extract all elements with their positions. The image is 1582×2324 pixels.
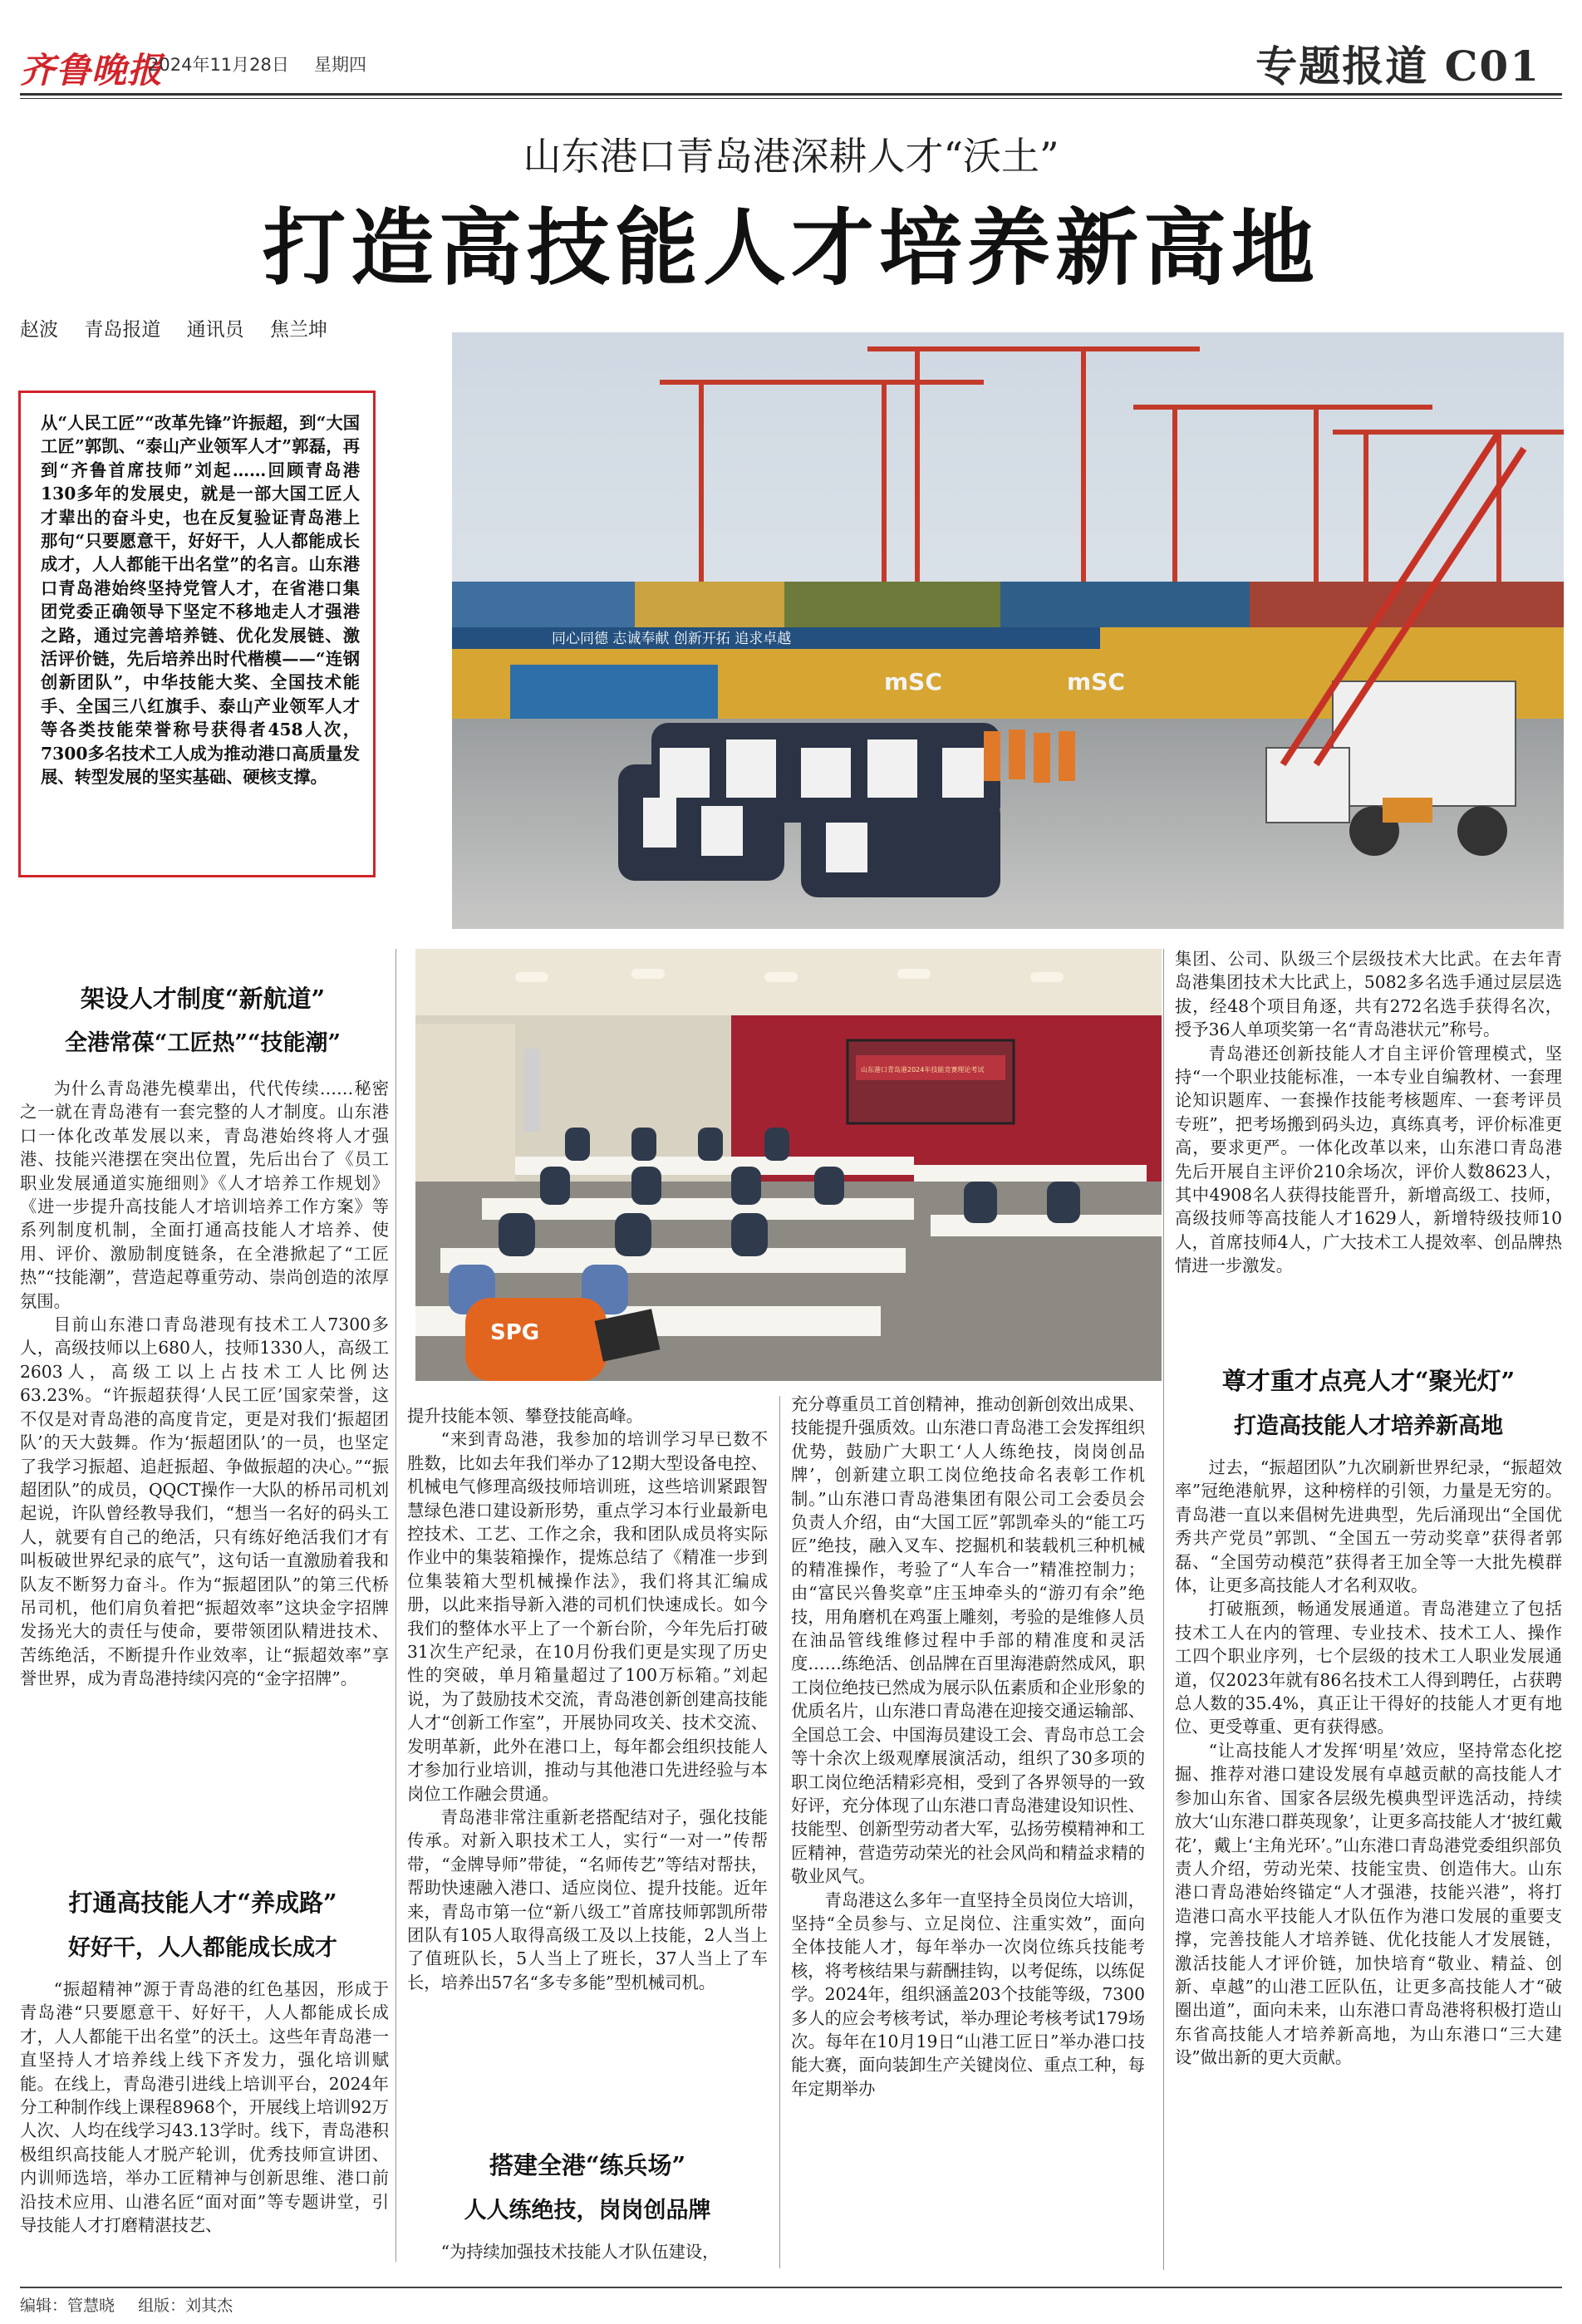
exam-hall-photo (415, 949, 1162, 1381)
editor-credit: 编辑：管慧晓 (20, 2297, 115, 2315)
port-event-photo (452, 332, 1564, 929)
section4-body (1175, 1456, 1562, 2268)
paragraph: “来到青岛港，我参加的培训学习早已数不胜数，比如去年我们举办了12期大型设备电控、机械电气修理高级技师培训班，这些培训紧跟智慧绿色港口建设新形势，重点学习本行业最新电控技术、工艺、工作之余，我和团队成员将实际作业中的集装箱操作，提炼总结了《精准一步到位集装箱大型机械操作法》，我们将其汇编成册，以此来指导新入港的司机们快速成长。如今我们的整体水平上了一个新台阶，今年先后打破31次生产纪录，在10月份我们更是实现了历史性的突破，单月箱量超过了100万标箱。”刘起说，为了鼓励技术交流，青岛港创新创建高技能人才“创新工作室”，开展协同攻关、技术交流、发明革新，此外在港口上，每年都会组织技能人才参加行业培训，推动与其他港口先进经验与本岗位工作融会贯通。 (407, 1429, 768, 1804)
masthead-rule (20, 93, 1562, 96)
byline-role: 通讯员 (186, 319, 244, 341)
byline (20, 314, 342, 341)
paragraph: 提升技能本领、攀登技能高峰。 (407, 1406, 643, 1426)
issue-weekday: 星期四 (314, 55, 366, 75)
svg-text:mSC: mSC (1067, 668, 1125, 695)
column-rule (779, 1396, 780, 2268)
section-label (1255, 33, 1540, 93)
section3-body-col2 (407, 2240, 768, 2267)
section3-subtitle: 人人练绝技，岗岗创品牌 (464, 2198, 711, 2223)
section-name: 专题报道 (1255, 42, 1429, 91)
column-rule (1163, 949, 1164, 2270)
paragraph: 目前山东港口青岛港现有技术工人7300多人，高级技师以上680人，技师1330人，高级工2603人，高级工以上占技术工人比例达63.23%。“许振超获得‘人民工匠’国家荣誉，这不仅是对青岛港的高度肯定，更是对我们‘振超团队’的天大鼓舞。作为‘振超团队’的一员，也坚定了我学习振超、追赶振超、争做振超的决心。”“振超团队”的成员，QQCT操作一大队的桥吊司机刘起说，许队曾经教导我们，“想当一名好的码头工人，就要有自己的绝活，只有练好绝活我们才有叫板破世界纪录的底气”，这句话一直激励着我和队友不断努力奋斗。作为“振超团队”的第三代桥吊司机，他们肩负着把“振超效率”这块金字招牌发扬光大的责任与使命，要带领团队精进技术、苦练绝活，不断提升作业效率，让“振超效率”享誉世界，成为青岛港持续闪亮的“金字招牌”。 (20, 1314, 389, 1689)
footer-rule (20, 2287, 1562, 2288)
screen-text: 山东港口青岛港2024年技能竞赛理论考试 (861, 1066, 985, 1074)
paragraph: 集团、公司、队级三个层级技术大比武。在去年青岛港集团技术大比武上，5082多名选手通过层层选拔，经48个项目角逐，共有272名选手获得名次，授予36人单项奖第一名“青岛港状元”称号。 (1175, 949, 1562, 1040)
paragraph: 青岛港非常注重新老搭配结对子，强化技能传承。对新入职技术工人，实行“一对一”传帮带，“金牌导师”带徒，“名师传艺”等结对帮扶，帮助快速融入港口、适应岗位、提升技能。近年来，青岛市第一位“新八级工”首席技师郭凯所带团队有105人取得高级工及以上技能，2人当上了值班队长，5人当上了班长，37人当上了车长，培养出57名“多专多能”型机械司机。 (407, 1806, 768, 1992)
container-logo: mSC (884, 668, 942, 695)
page-number: C01 (1444, 42, 1540, 91)
page-title: 打造高技能人才培养新高地 (263, 199, 1319, 297)
vest-logo: SPG (490, 1320, 540, 1345)
section3-body-col3 (791, 1393, 1145, 2270)
masthead-rule-thin (20, 98, 1562, 99)
section3-title: 搭建全港“练兵场” (489, 2151, 686, 2179)
section4-title: 尊才重才点亮人才“聚光灯” (1221, 1367, 1516, 1395)
paragraph: “为持续加强技术技能人才队伍建设， (440, 2242, 720, 2262)
byline-place: 青岛报道 (84, 319, 161, 341)
newspaper-logo: 齐鲁晚报 (20, 50, 164, 91)
issue-date: 2024年11月28日 (148, 55, 289, 75)
section2-subtitle: 好好干，人人都能成长成才 (68, 1935, 337, 1961)
banner-text: 同心同德 志诚奉献 创新开拓 追求卓越 (552, 631, 792, 647)
paragraph: 青岛港这么多年一直坚持全员岗位大培训，坚持“全员参与、立足岗位、注重实效”，面向全体技能人才，每年举办一次岗位练兵技能考核，将考核结果与薪酬挂钩，以考促练，以练促学。2024年，组织涵盖203个技能等级，7300多人的应会考核考试，举办理论考核考试179场次。每年在10月19日“山港工匠日”举办港口技能大赛，面向装卸生产关键岗位、重点工种，每年定期举办 (791, 1889, 1145, 2099)
section1-body (20, 1077, 389, 1884)
headline-kicker: 山东港口青岛港深耕人才“沃土” (523, 134, 1059, 179)
lead-paragraph: 从“人民工匠”“改革先锋”许振超，到“大国工匠”郭凯、“泰山产业领军人才”郭磊，再到“齐鲁首席技师”刘起……回顾青岛港130多年的发展史，就是一部大国工匠人才辈出的奋斗史，也在反复验证青岛港上那句“只要愿意干，好好干，人人都能成长成才，人人都能干出名堂”的名言。山东港口青岛港始终坚持党管人才，在省港口集团党委正确领导下坚定不移地走人才强港之路，通过完善培养链、优化发展链、激活评价链，先后培养出时代楷模——“连钢创新团队”，中华技能大奖、全国技术能手、全国三八红旗手、泰山产业领军人才等各类技能荣誉称号获得者458人次，7300多名技术工人成为推动港口高质量发展、转型发展的坚实基础、硬核支撑。 (18, 391, 376, 877)
section1-title: 架设人才制度“新航道” (80, 985, 326, 1013)
section4-subtitle: 打造高技能人才培养新高地 (1234, 1413, 1503, 1439)
paragraph: “振超精神”源于青岛港的红色基因，形成于青岛港“只要愿意干、好好干，人人都能成长成才，人人都能干出名堂”的沃土。这些年青岛港一直坚持人才培养线上线下齐发力，强化培训赋能。在线上，青岛港引进线上培训平台，2024年分工种制作线上课程8968个，开展线上培训92万人次、人均在线学习43.13学时。线下，青岛港积极组织高技能人才脱产轮训，优秀技师宣讲团、内训师选培，举办工匠精神与创新思维、港口前沿技术应用、山港名匠“面对面”等专题讲堂，引导技能人才打磨精湛技艺、 (20, 1979, 389, 2236)
port-event-photo-icon (452, 332, 1564, 929)
byline-correspondent: 焦兰坤 (269, 319, 327, 341)
section3-body-col4 (1175, 947, 1562, 1343)
section2-body-col1 (20, 1978, 389, 2268)
paragraph: 充分尊重员工首创精神，推动创新创效出成果、技能提升强质效。山东港口青岛港工会发挥组织优势，鼓励广大职工‘人人练绝技，岗岗创品牌’，创新建立职工岗位绝技命名表彰工作机制。”山东港口青岛港集团有限公司工会委员会负责人介绍，由“大国工匠”郭凯牵头的“能工巧匠”绝技，融入叉车、挖掘机和装载机三种机械的精准操作，考验了“人车合一”精准控制力；由“富民兴鲁奖章”庄玉坤牵头的“游刃有余”绝技，用角磨机在鸡蛋上雕刻，考验的是维修人员在油品管线维修过程中手部的精准度和灵活度……练绝活、创品牌在百里海港蔚然成风，职工岗位绝技已然成为展示队伍素质和企业形象的优质名片，山东港口青岛港在迎接交通运输部、全国总工会、中国海员建设工会、青岛市总工会等十余次上级观摩展演活动，组织了30多项的职工岗位绝活精彩亮相，受到了各界领导的一致好评，充分体现了山东港口青岛港建设知识性、技能型、创新型劳动者大军，弘扬劳模精神和工匠精神，营造劳动荣光的社会风尚和精益求精的敬业风气。 (791, 1394, 1145, 1887)
paragraph: 过去，“振超团队”九次刷新世界纪录，“振超效率”冠绝港航界，这种榜样的引领，力量是无穷的。青岛港一直以来倡树先进典型，先后涌现出“全国优秀共产党员”郭凯、“全国五一劳动奖章”获得者郭磊、“全国劳动模范”获得者王加全等一大批先模群体，让更多高技能人才名利双收。 (1175, 1457, 1562, 1596)
paragraph: 为什么青岛港先模辈出，代代传续……秘密之一就在青岛港有一套完整的人才制度。山东港口一体化改革发展以来，青岛港始终将人才强港、技能兴港摆在突出位置，先后出台了《员工职业发展通道实施细则》《人才培养工作规划》《进一步提升高技能人才培训培养工作方案》等系列制度机制，全面打通高技能人才培养、使用、评价、激励制度链条，在全港掀起了“工匠热”“技能潮”，营造起尊重劳动、崇尚创造的浓厚氛围。 (20, 1078, 389, 1311)
section2-body-col2 (407, 1404, 768, 2145)
paragraph: 青岛港还创新技能人才自主评价管理模式，坚持“一个职业技能标准，一本专业自编教材、一套理论知识题库、一套操作技能考核题库、一套考评员专班”，把考场搬到码头边，真练真考，评价标准更高，要求更严。一体化改革以来，山东港口青岛港先后开展自主评价210余场次，评价人数8623人，其中4908名人获得技能晋升，新增高级工、技师，高级技师等高技能人才1629人，新增特级技师10人，首席技师4人，广大技术工人提效率、创品牌热情进一步激发。 (1175, 1043, 1562, 1276)
page-footer (20, 2293, 251, 2316)
section2-title: 打通高技能人才“养成路” (68, 1889, 337, 1917)
section1-subtitle: 全港常葆“工匠热”“技能潮” (64, 1030, 341, 1056)
exam-hall-photo-icon (415, 949, 1162, 1381)
byline-author: 赵波 (20, 319, 58, 341)
paragraph: “让高技能人才发挥‘明星’效应，坚持常态化挖掘、推荐对港口建设发展有卓越贡献的高技能人才参加山东省、国家各层级先模典型评选活动，持续放大‘山东港口群英现象’，让更多高技能人才‘披红戴花’，戴上‘主角光环’。”山东港口青岛港党委组织部负责人介绍，劳动光荣、技能宝贵、创造伟大。山东港口青岛港始终锚定“人才强港，技能兴港”，将打造港口高水平技能人才队伍作为港口发展的重要支撑，完善技能人才培养链、优化技能人才发展链，激活技能人才评价链，加快培育“敬业、精益、创新、卓越”的山港工匠队伍，让更多高技能人才“破圈出道”，面向未来，山东港口青岛港将积极打造山东省高技能人才培养新高地，为山东港口“三大建设”做出新的更大贡献。 (1175, 1740, 1562, 2068)
paragraph: 打破瓶颈，畅通发展通道。青岛港建立了包括技术工人在内的管理、专业技术、技术工人、操作工四个职业序列，七个层级的技术工人职业发展通道，仅2023年就有86名技术工人得到聘任，占获聘总人数的35.4%，真正让干得好的技能人才更有地位、更受尊重、更有获得感。 (1175, 1599, 1562, 1737)
layout-credit: 组版：刘其杰 (138, 2297, 233, 2315)
